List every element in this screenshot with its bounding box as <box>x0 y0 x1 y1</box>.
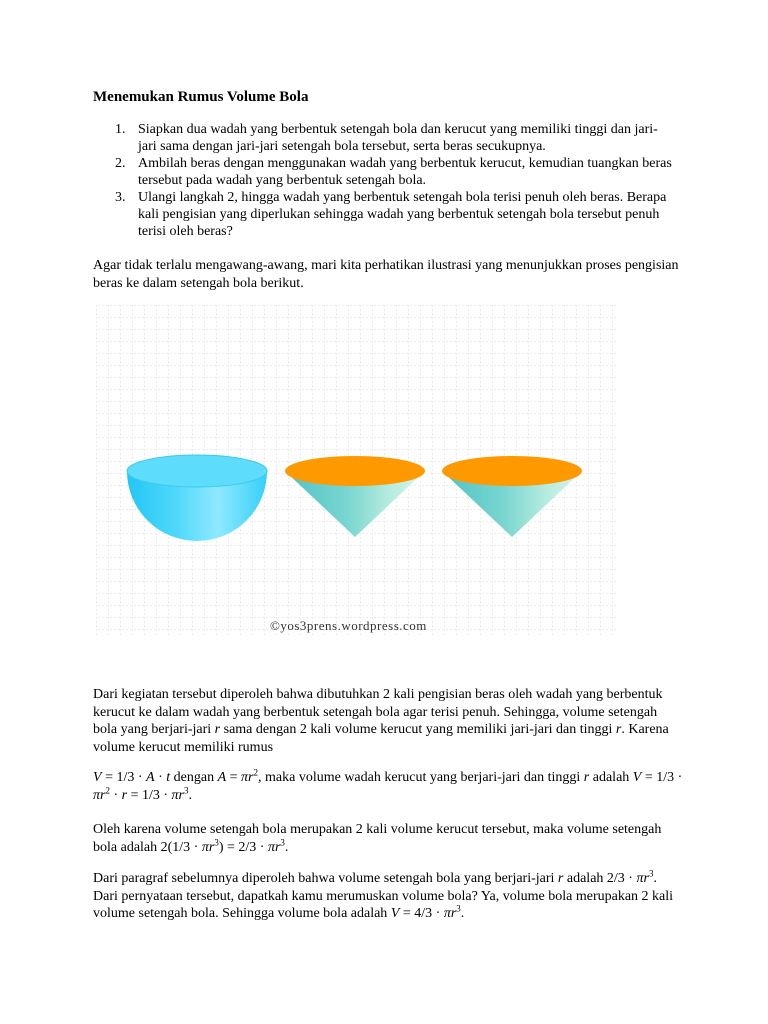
math-var: πr <box>636 871 649 886</box>
text-run: adalah 2/3 · <box>563 871 637 886</box>
text-run: sama dengan 2 kali volume kerucut yang memiliki jari-jari dan tinggi <box>220 722 616 737</box>
step-number: 2. <box>115 156 126 171</box>
step-number: 3. <box>115 190 126 205</box>
math-var: V <box>390 906 400 921</box>
math-var: πr <box>267 839 281 855</box>
math-var: r <box>615 722 622 737</box>
exponent: 3 <box>648 868 654 879</box>
document-title: Menemukan Rumus Volume Bola <box>93 89 309 105</box>
text-run: . Dari pernyataan tersebut, dapatkah kamu merumuskan volume bola? Ya, volume bola merupakan 2 kali volume setengah bola. Sehingga volume bola adalah <box>93 871 674 921</box>
step-item <box>93 189 673 240</box>
text-run: dengan <box>170 770 218 785</box>
math-var: πr <box>443 906 457 921</box>
text-run: Dari paragraf sebelumnya diperoleh bahwa volume setengah bola yang berjari-jari <box>93 871 558 886</box>
math-var: t <box>166 770 171 785</box>
math-var: A <box>146 770 155 785</box>
math-var: V <box>93 770 102 785</box>
text-run: = <box>226 770 242 785</box>
step-item <box>93 121 673 155</box>
exponent: 3 <box>184 784 189 795</box>
text-run: ) = 2/3 · <box>218 839 268 855</box>
paragraph-3 <box>93 821 683 856</box>
math-var: r <box>121 787 128 803</box>
text-run: Oleh karena volume setengah bola merupakan 2 kali volume kerucut tersebut, maka volume setengah bola adalah 2(1/3 · <box>93 822 662 855</box>
math-var: V <box>632 770 642 785</box>
text-run: = 1/3 · <box>127 787 172 803</box>
step-text: Siapkan dua wadah yang berbentuk setengah bola dan kerucut yang memiliki tinggi dan jari-jari sama dengan jari-jari setengah bola tersebut, serta beras secukupnya. <box>138 122 658 154</box>
step-number: 1. <box>115 122 126 137</box>
text-run: Dari kegiatan tersebut diperoleh bahwa dibutuhkan 2 kali pengisian beras oleh wadah yang berbentuk kerucut ke dalam wadah yang berbentuk setengah bola agar terisi penuh. Sehingga, volume setengah bola yang berjari-jari <box>93 687 663 737</box>
text-run: . Karena volume kerucut memiliki rumus <box>93 722 669 755</box>
paragraph-2 <box>93 769 683 804</box>
text-run: . <box>284 839 289 855</box>
exponent: 3 <box>280 836 285 847</box>
exponent: 3 <box>456 903 461 914</box>
text-run: . <box>188 787 193 803</box>
math-var: r <box>583 770 590 785</box>
text-run: · <box>154 770 167 785</box>
exponent: 2 <box>105 784 110 795</box>
text-run: = 1/3 · <box>641 770 683 785</box>
intro-paragraph: Agar tidak terlalu mengawang-awang, mari kita perhatikan ilustrasi yang menunjukkan proses pengisian beras ke dalam setengah bola berikut. <box>93 258 679 291</box>
math-var: πr <box>171 787 185 803</box>
exponent: 2 <box>253 767 259 778</box>
text-run: adalah <box>589 770 633 785</box>
step-text: Ambilah beras dengan menggunakan wadah yang berbentuk kerucut, kemudian tuangkan beras tersebut pada wadah yang berbentuk setengah bola. <box>138 156 672 188</box>
text-run: . <box>460 906 465 921</box>
paragraph-1 <box>93 686 683 756</box>
text-run: · <box>109 787 122 803</box>
math-var: πr <box>93 787 106 803</box>
math-var: A <box>217 770 227 785</box>
illustration <box>96 305 616 640</box>
math-var: r <box>214 722 221 737</box>
exponent: 3 <box>214 836 219 847</box>
illustration-svg <box>96 305 616 640</box>
steps-list <box>93 121 673 240</box>
math-var: r <box>557 871 564 886</box>
math-var: πr <box>201 839 215 855</box>
step-text: Ulangi langkah 2, hingga wadah yang berbentuk setengah bola terisi penuh oleh beras. Berapa kali pengisian yang diperlukan sehingga wadah yang berbentuk setengah bola tersebut penuh terisi oleh beras? <box>138 190 667 239</box>
text-run: , maka volume wadah kerucut yang berjari-jari dan tinggi <box>258 770 584 785</box>
text-run: = 1/3 · <box>101 770 147 785</box>
text-run: = 4/3 · <box>399 906 444 921</box>
watermark-text: ©yos3prens.wordpress.com <box>270 618 427 633</box>
step-item <box>93 155 673 189</box>
paragraph-4 <box>93 870 683 923</box>
math-var: πr <box>241 770 254 785</box>
